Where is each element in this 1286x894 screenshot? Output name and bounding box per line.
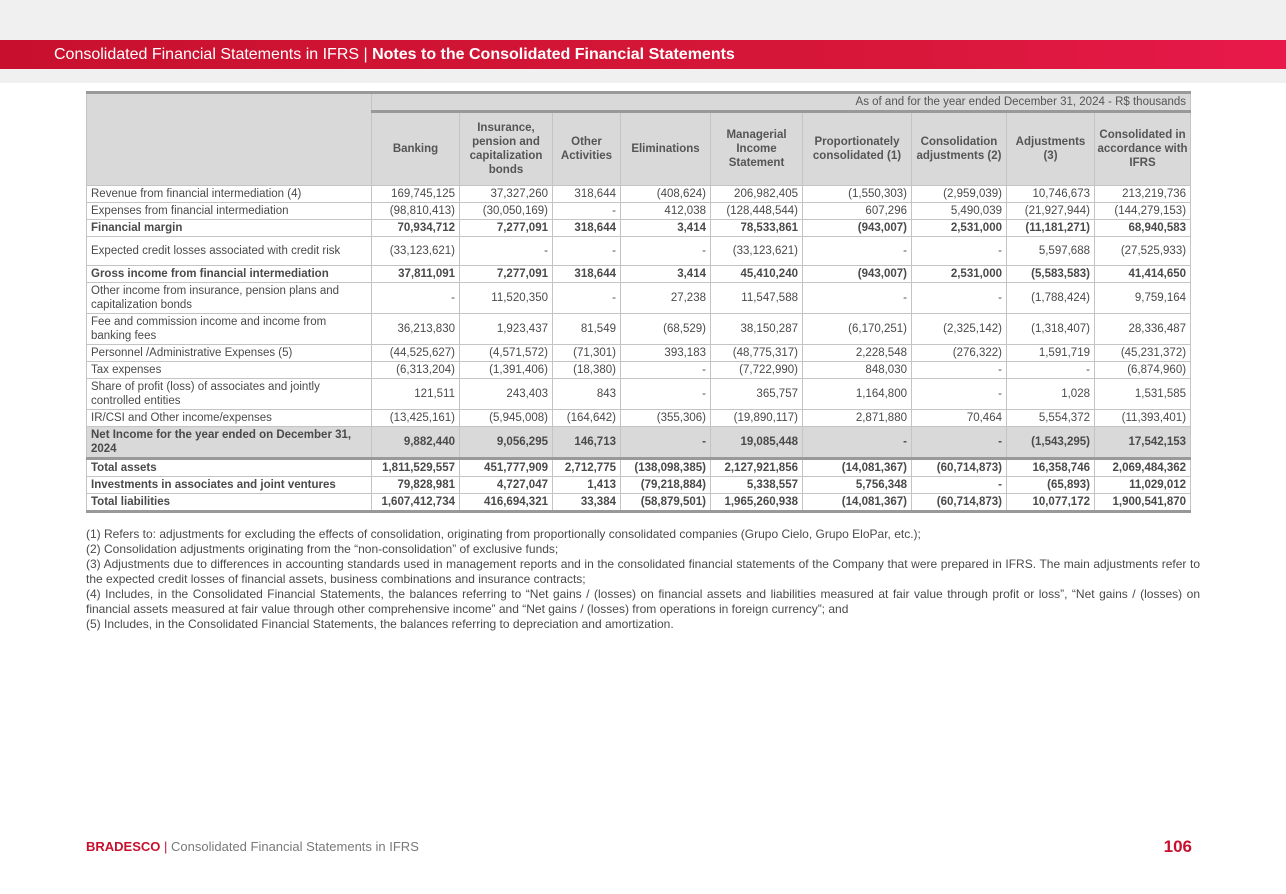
- value-cell: 412,038: [621, 203, 711, 220]
- column-header: Adjustments (3): [1007, 112, 1095, 186]
- value-cell: -: [553, 203, 621, 220]
- row-label: Fee and commission income and income from banking fees: [87, 314, 372, 345]
- value-cell: 318,644: [553, 266, 621, 283]
- value-cell: 2,871,880: [803, 410, 912, 427]
- footnote: (1) Refers to: adjustments for excluding the effects of consolidation, originating from proportionally consolidated companies (Grupo Cielo, Grupo EloPar, etc.);: [86, 527, 921, 541]
- value-cell: 5,597,688: [1007, 237, 1095, 266]
- value-cell: 2,127,921,856: [711, 459, 803, 477]
- footer-doc-title: Consolidated Financial Statements in IFRS: [171, 839, 419, 854]
- table-row: [87, 203, 1191, 220]
- value-cell: 1,923,437: [460, 314, 553, 345]
- value-cell: (355,306): [621, 410, 711, 427]
- header-corner-cell: [87, 93, 372, 186]
- table-row: [87, 237, 1191, 266]
- value-cell: 10,746,673: [1007, 186, 1095, 203]
- table-row: [87, 345, 1191, 362]
- top-band: [0, 0, 1286, 40]
- value-cell: (33,123,621): [372, 237, 460, 266]
- value-cell: 19,085,448: [711, 427, 803, 459]
- value-cell: 1,607,412,734: [372, 494, 460, 512]
- value-cell: 1,531,585: [1095, 379, 1191, 410]
- table-row: [87, 494, 1191, 512]
- column-header: Managerial Income Statement: [711, 112, 803, 186]
- value-cell: (44,525,627): [372, 345, 460, 362]
- table-row: [87, 314, 1191, 345]
- value-cell: (1,543,295): [1007, 427, 1095, 459]
- value-cell: (79,218,884): [621, 477, 711, 494]
- column-header: Consolidation adjustments (2): [912, 112, 1007, 186]
- column-header: Other Activities: [553, 112, 621, 186]
- value-cell: (30,050,169): [460, 203, 553, 220]
- value-cell: (71,301): [553, 345, 621, 362]
- value-cell: (19,890,117): [711, 410, 803, 427]
- value-cell: 9,056,295: [460, 427, 553, 459]
- value-cell: -: [912, 237, 1007, 266]
- header-bar: [0, 40, 1286, 69]
- table-row: [87, 266, 1191, 283]
- value-cell: 36,213,830: [372, 314, 460, 345]
- footnote: (5) Includes, in the Consolidated Financial Statements, the balances referring to depreciation and amortization.: [86, 617, 674, 631]
- value-cell: 38,150,287: [711, 314, 803, 345]
- value-cell: -: [621, 379, 711, 410]
- header-section-title: Notes to the Consolidated Financial Statements: [372, 46, 735, 63]
- value-cell: (2,959,039): [912, 186, 1007, 203]
- value-cell: 213,219,736: [1095, 186, 1191, 203]
- footer-separator: |: [160, 839, 172, 854]
- value-cell: 318,644: [553, 186, 621, 203]
- value-cell: (18,380): [553, 362, 621, 379]
- value-cell: (98,810,413): [372, 203, 460, 220]
- value-cell: 848,030: [803, 362, 912, 379]
- value-cell: -: [460, 237, 553, 266]
- value-cell: -: [621, 427, 711, 459]
- value-cell: 11,520,350: [460, 283, 553, 314]
- value-cell: 1,164,800: [803, 379, 912, 410]
- value-cell: (45,231,372): [1095, 345, 1191, 362]
- row-label: Expenses from financial intermediation: [87, 203, 372, 220]
- value-cell: -: [1007, 362, 1095, 379]
- value-cell: (60,714,873): [912, 459, 1007, 477]
- table-row: [87, 362, 1191, 379]
- value-cell: -: [803, 427, 912, 459]
- value-cell: (2,325,142): [912, 314, 1007, 345]
- value-cell: -: [553, 237, 621, 266]
- table-row: [87, 379, 1191, 410]
- value-cell: 27,238: [621, 283, 711, 314]
- value-cell: 11,547,588: [711, 283, 803, 314]
- footnote: (2) Consolidation adjustments originating from the “non-consolidation” of exclusive funds;: [86, 542, 559, 556]
- value-cell: (48,775,317): [711, 345, 803, 362]
- value-cell: 7,277,091: [460, 220, 553, 237]
- value-cell: -: [912, 362, 1007, 379]
- value-cell: (5,945,008): [460, 410, 553, 427]
- value-cell: 3,414: [621, 220, 711, 237]
- value-cell: (6,313,204): [372, 362, 460, 379]
- value-cell: 70,464: [912, 410, 1007, 427]
- row-label: Total liabilities: [87, 494, 372, 512]
- value-cell: (408,624): [621, 186, 711, 203]
- value-cell: 1,591,719: [1007, 345, 1095, 362]
- value-cell: (60,714,873): [912, 494, 1007, 512]
- value-cell: 1,811,529,557: [372, 459, 460, 477]
- footnote: (3) Adjustments due to differences in accounting standards used in management reports and in the consolidated financial statements of the Company that were prepared in IFRS. The main adjustments refer to the expected credit losses of financial assets, business combinations and insurance contracts;: [86, 557, 1200, 586]
- table-row: [87, 427, 1191, 459]
- value-cell: -: [912, 379, 1007, 410]
- value-cell: 5,338,557: [711, 477, 803, 494]
- row-label: Total assets: [87, 459, 372, 477]
- value-cell: -: [803, 237, 912, 266]
- header-doc-title: Consolidated Financial Statements in IFRS: [54, 46, 360, 63]
- value-cell: 37,811,091: [372, 266, 460, 283]
- footnote: (4) Includes, in the Consolidated Financial Statements, the balances referring to “Net gains / (losses) on financial assets and liabilities measured at fair value through profit or loss”, “Net gains / (losses) on financial assets measured at fair value through other comprehensive income” and “Net gains / (losses) from operations in foreign currency”; and: [86, 587, 1200, 616]
- value-cell: 146,713: [553, 427, 621, 459]
- table-row: [87, 410, 1191, 427]
- value-cell: -: [803, 283, 912, 314]
- value-cell: (13,425,161): [372, 410, 460, 427]
- value-cell: (164,642): [553, 410, 621, 427]
- value-cell: (11,393,401): [1095, 410, 1191, 427]
- segment-table: [86, 91, 1191, 513]
- value-cell: (1,788,424): [1007, 283, 1095, 314]
- value-cell: (58,879,501): [621, 494, 711, 512]
- row-label: Personnel /Administrative Expenses (5): [87, 345, 372, 362]
- value-cell: 41,414,650: [1095, 266, 1191, 283]
- header-separator: |: [359, 46, 373, 63]
- value-cell: 2,712,775: [553, 459, 621, 477]
- value-cell: 2,531,000: [912, 266, 1007, 283]
- value-cell: (65,893): [1007, 477, 1095, 494]
- value-cell: (5,583,583): [1007, 266, 1095, 283]
- value-cell: 1,965,260,938: [711, 494, 803, 512]
- row-label: Financial margin: [87, 220, 372, 237]
- footer-left: [86, 839, 419, 854]
- value-cell: (1,391,406): [460, 362, 553, 379]
- page-number: 106: [1163, 837, 1192, 856]
- table-row: [87, 459, 1191, 477]
- value-cell: 37,327,260: [460, 186, 553, 203]
- value-cell: 2,069,484,362: [1095, 459, 1191, 477]
- value-cell: (21,927,944): [1007, 203, 1095, 220]
- value-cell: (943,007): [803, 220, 912, 237]
- value-cell: 169,745,125: [372, 186, 460, 203]
- under-band: [0, 69, 1286, 83]
- value-cell: -: [912, 283, 1007, 314]
- value-cell: (6,874,960): [1095, 362, 1191, 379]
- value-cell: -: [621, 362, 711, 379]
- value-cell: (14,081,367): [803, 494, 912, 512]
- value-cell: 28,336,487: [1095, 314, 1191, 345]
- value-cell: 1,413: [553, 477, 621, 494]
- row-label: IR/CSI and Other income/expenses: [87, 410, 372, 427]
- value-cell: (6,170,251): [803, 314, 912, 345]
- value-cell: (943,007): [803, 266, 912, 283]
- row-label: Expected credit losses associated with credit risk: [87, 237, 372, 266]
- value-cell: -: [621, 237, 711, 266]
- value-cell: 81,549: [553, 314, 621, 345]
- value-cell: 9,759,164: [1095, 283, 1191, 314]
- value-cell: (27,525,933): [1095, 237, 1191, 266]
- row-label: Other income from insurance, pension plans and capitalization bonds: [87, 283, 372, 314]
- footnotes: [86, 527, 1200, 632]
- value-cell: 2,531,000: [912, 220, 1007, 237]
- value-cell: 206,982,405: [711, 186, 803, 203]
- value-cell: 318,644: [553, 220, 621, 237]
- header-text: [54, 40, 735, 69]
- value-cell: 33,384: [553, 494, 621, 512]
- table-row: [87, 477, 1191, 494]
- row-label: Net Income for the year ended on December 31, 2024: [87, 427, 372, 459]
- value-cell: -: [553, 283, 621, 314]
- value-cell: 45,410,240: [711, 266, 803, 283]
- table-row: [87, 186, 1191, 203]
- value-cell: 7,277,091: [460, 266, 553, 283]
- row-label: Tax expenses: [87, 362, 372, 379]
- value-cell: 393,183: [621, 345, 711, 362]
- value-cell: 78,533,861: [711, 220, 803, 237]
- value-cell: 68,940,583: [1095, 220, 1191, 237]
- value-cell: (33,123,621): [711, 237, 803, 266]
- value-cell: 5,490,039: [912, 203, 1007, 220]
- table-row: [87, 283, 1191, 314]
- column-header: Consolidated in accordance with IFRS: [1095, 112, 1191, 186]
- value-cell: (68,529): [621, 314, 711, 345]
- value-cell: (138,098,385): [621, 459, 711, 477]
- value-cell: 5,554,372: [1007, 410, 1095, 427]
- value-cell: 1,028: [1007, 379, 1095, 410]
- value-cell: 9,882,440: [372, 427, 460, 459]
- value-cell: 451,777,909: [460, 459, 553, 477]
- value-cell: 70,934,712: [372, 220, 460, 237]
- column-header: Banking: [372, 112, 460, 186]
- value-cell: 1,900,541,870: [1095, 494, 1191, 512]
- value-cell: 5,756,348: [803, 477, 912, 494]
- row-label: Investments in associates and joint ventures: [87, 477, 372, 494]
- value-cell: 17,542,153: [1095, 427, 1191, 459]
- row-label: Share of profit (loss) of associates and jointly controlled entities: [87, 379, 372, 410]
- value-cell: (276,322): [912, 345, 1007, 362]
- value-cell: 365,757: [711, 379, 803, 410]
- value-cell: 16,358,746: [1007, 459, 1095, 477]
- column-header: Proportionately consolidated (1): [803, 112, 912, 186]
- table-row: [87, 220, 1191, 237]
- value-cell: 416,694,321: [460, 494, 553, 512]
- value-cell: 843: [553, 379, 621, 410]
- footer-brand: BRADESCO: [86, 839, 161, 854]
- value-cell: (11,181,271): [1007, 220, 1095, 237]
- value-cell: 79,828,981: [372, 477, 460, 494]
- value-cell: 607,296: [803, 203, 912, 220]
- value-cell: 10,077,172: [1007, 494, 1095, 512]
- value-cell: (7,722,990): [711, 362, 803, 379]
- value-cell: (1,550,303): [803, 186, 912, 203]
- row-label: Revenue from financial intermediation (4): [87, 186, 372, 203]
- value-cell: 121,511: [372, 379, 460, 410]
- value-cell: (128,448,544): [711, 203, 803, 220]
- value-cell: -: [912, 477, 1007, 494]
- row-label: Gross income from financial intermediation: [87, 266, 372, 283]
- value-cell: 4,727,047: [460, 477, 553, 494]
- table-body: [87, 186, 1191, 512]
- value-cell: 243,403: [460, 379, 553, 410]
- value-cell: (1,318,407): [1007, 314, 1095, 345]
- period-label: As of and for the year ended December 31, 2024 - R$ thousands: [372, 93, 1191, 112]
- column-header: Eliminations: [621, 112, 711, 186]
- value-cell: 2,228,548: [803, 345, 912, 362]
- value-cell: (14,081,367): [803, 459, 912, 477]
- value-cell: (144,279,153): [1095, 203, 1191, 220]
- value-cell: -: [372, 283, 460, 314]
- column-header: Insurance, pension and capitalization bonds: [460, 112, 553, 186]
- value-cell: -: [912, 427, 1007, 459]
- value-cell: (4,571,572): [460, 345, 553, 362]
- value-cell: 3,414: [621, 266, 711, 283]
- value-cell: 11,029,012: [1095, 477, 1191, 494]
